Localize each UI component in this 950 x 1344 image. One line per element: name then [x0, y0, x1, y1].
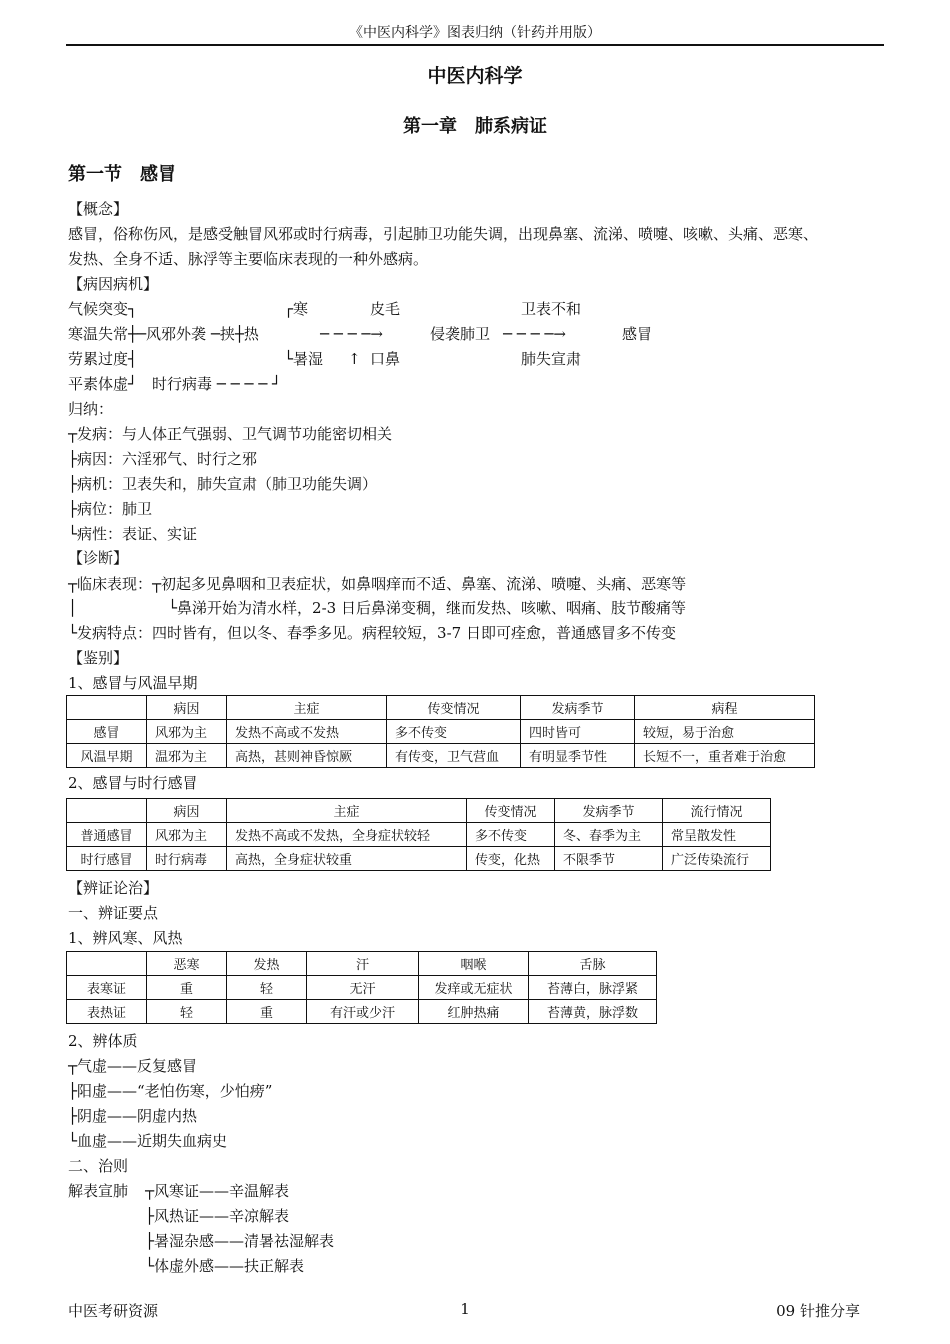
zhize-item: ├风热证——辛凉解表	[145, 1207, 290, 1225]
diagram-node: 侵袭肺卫	[430, 325, 491, 343]
footer-right: 09 针推分享	[776, 1302, 860, 1320]
diagram-node: 口鼻	[370, 350, 401, 368]
tizhi-item: ├阴虚——阴虚内热	[68, 1107, 198, 1125]
table-cell: 病因	[147, 799, 227, 823]
table-putong-shixing	[66, 798, 771, 871]
differential-heading: 【鉴别】	[68, 649, 129, 667]
table-cell: 发痒或无症状	[419, 976, 529, 1000]
table-row	[67, 744, 815, 768]
diagnosis-line: └发病特点：四时皆有，但以冬、春季多见。病程较短，3-7 日即可痊愈，普通感冒多不传变	[68, 624, 676, 642]
diagnosis-heading: 【诊断】	[68, 549, 129, 567]
table-cell: 表热证	[67, 1000, 147, 1024]
table-cell: 风温早期	[67, 744, 147, 768]
table-cell: 主症	[227, 696, 387, 720]
diagram-node: 肺失宣肃	[521, 350, 582, 368]
table-cell: 发热不高或不发热，全身症状较轻	[227, 823, 467, 847]
table-header-row	[67, 952, 657, 976]
table-cell: 有汗或少汗	[307, 1000, 419, 1024]
summary-item: ├病位：肺卫	[68, 500, 153, 518]
tizhi-item: ┬气虚——反复感冒	[68, 1057, 198, 1075]
treatment-heading: 【辨证论治】	[68, 879, 159, 897]
table-cell: 发病季节	[521, 696, 635, 720]
subheading: 2、辨体质	[68, 1032, 138, 1050]
summary-item: ├病机：卫表失和，肺失宣肃（肺卫功能失调）	[68, 475, 378, 493]
up-arrow-icon: ↑	[348, 350, 361, 368]
table-cell: 红肿热痛	[419, 1000, 529, 1024]
table-cell: 流行情况	[663, 799, 771, 823]
table-row	[67, 720, 815, 744]
header-rule	[66, 44, 884, 46]
table-cell: 高热，甚则神昏惊厥	[227, 744, 387, 768]
diagram-node: 卫表不和	[521, 300, 582, 318]
table-cell: 咽喉	[419, 952, 529, 976]
table-cell: 发病季节	[555, 799, 663, 823]
diagram-node: 气候突变┐	[68, 300, 138, 318]
table-cell: 重	[147, 976, 227, 1000]
table-cell: 病程	[635, 696, 815, 720]
table-cell: 传变，化热	[467, 847, 555, 871]
table-cell: 轻	[147, 1000, 227, 1024]
table-row	[67, 976, 657, 1000]
table-cell: 有明显季节性	[521, 744, 635, 768]
table-cell: 表寒证	[67, 976, 147, 1000]
table-cell: 恶寒	[147, 952, 227, 976]
table-cell: 普通感冒	[67, 823, 147, 847]
tizhi-item: ├阳虚——“老怕伤寒，少怕痨”	[68, 1082, 273, 1100]
table-cell: 感冒	[67, 720, 147, 744]
table-cell: 苔薄黄，脉浮数	[529, 1000, 657, 1024]
table-cell: 主症	[227, 799, 467, 823]
table-cell: 重	[227, 1000, 307, 1024]
table-cell: 不限季节	[555, 847, 663, 871]
table-cell: 发热	[227, 952, 307, 976]
table-cell: 有传变，卫气营血	[387, 744, 521, 768]
zhize-item: ┬风寒证——辛温解表	[145, 1182, 290, 1200]
table-caption: 1、辨风寒、风热	[68, 929, 183, 947]
table-cell: 时行病毒	[147, 847, 227, 871]
zhize-main: 解表宣肺	[68, 1182, 129, 1200]
table-cell: 无汗	[307, 976, 419, 1000]
subheading: 一、辨证要点	[68, 904, 159, 922]
table-cell: 常呈散发性	[663, 823, 771, 847]
concept-text: 感冒，俗称伤风，是感受触冒风邪或时行病毒，引起肺卫功能失调，出现鼻塞、流涕、喷嚏、咳嗽、头痛、恶寒、	[68, 225, 819, 243]
diagnosis-line: ┬临床表现：┬初起多见鼻咽和卫表症状，如鼻咽痒而不适、鼻塞、流涕、喷嚏、头痛、恶寒等	[68, 575, 687, 593]
table-cell: 多不传变	[467, 823, 555, 847]
table-cell: 风邪为主	[147, 823, 227, 847]
table-caption: 2、感冒与时行感冒	[68, 774, 198, 792]
table-cell	[67, 696, 147, 720]
page-number: 1	[460, 1300, 470, 1318]
table-cell: 风邪为主	[147, 720, 227, 744]
table-row	[67, 847, 771, 871]
table-row	[67, 1000, 657, 1024]
table-caption: 1、感冒与风温早期	[68, 674, 198, 692]
table-fenghan-fengre	[66, 951, 657, 1024]
concept-text: 发热、全身不适、脉浮等主要临床表现的一种外感病。	[68, 250, 429, 268]
summary-item: └病性：表证、实证	[68, 525, 198, 543]
diagram-node: 劳累过度┤	[68, 350, 138, 368]
table-cell: 多不传变	[387, 720, 521, 744]
diagnosis-line: │	[68, 599, 78, 617]
section-title: 第一节 感冒	[68, 164, 176, 185]
table-cell: 广泛传染流行	[663, 847, 771, 871]
table-cell: 轻	[227, 976, 307, 1000]
table-cell	[67, 799, 147, 823]
chapter-title: 第一章 肺系病证	[403, 116, 547, 137]
diagram-arrow: ─ ─ ─ ─→	[320, 325, 383, 343]
tizhi-item: └血虚——近期失血病史	[68, 1132, 228, 1150]
summary-item: ┬发病：与人体正气强弱、卫气调节功能密切相关	[68, 425, 393, 443]
summary-label: 归纳：	[68, 400, 114, 418]
table-header-row	[67, 799, 771, 823]
running-header: 《中医内科学》图表归纳（针药并用版）	[349, 25, 601, 41]
table-cell	[67, 952, 147, 976]
table-cell: 时行感冒	[67, 847, 147, 871]
table-cell: 传变情况	[467, 799, 555, 823]
summary-item: ├病因：六淫邪气、时行之邪	[68, 450, 258, 468]
table-cell: 舌脉	[529, 952, 657, 976]
etiology-heading: 【病因病机】	[68, 275, 159, 293]
table-cell: 苔薄白，脉浮紧	[529, 976, 657, 1000]
table-cell: 高热，全身症状较重	[227, 847, 467, 871]
diagram-node: 感冒	[622, 325, 653, 343]
table-cell: 发热不高或不发热	[227, 720, 387, 744]
footer-left: 中医考研资源	[68, 1302, 159, 1320]
diagram-node: 皮毛	[370, 300, 401, 318]
book-title: 中医内科学	[427, 65, 523, 87]
concept-heading: 【概念】	[68, 200, 129, 218]
diagnosis-line: └鼻涕开始为清水样，2-3 日后鼻涕变稠，继而发热、咳嗽、咽痛、肢节酸痛等	[168, 599, 686, 617]
diagram-node: 寒温失常┼─风邪外袭 ─挟┼热	[68, 325, 259, 343]
table-cell: 温邪为主	[147, 744, 227, 768]
diagram-node: ┌寒	[284, 300, 309, 318]
table-cell: 汗	[307, 952, 419, 976]
table-cell: 传变情况	[387, 696, 521, 720]
diagram-arrow: ─ ─ ─ ─→	[503, 325, 566, 343]
zhize-item: ├暑湿杂感——清暑祛湿解表	[145, 1232, 335, 1250]
zhize-item: └体虚外感——扶正解表	[145, 1257, 305, 1275]
table-row	[67, 823, 771, 847]
table-cell: 四时皆可	[521, 720, 635, 744]
table-header-row	[67, 696, 815, 720]
diagram-node: └暑湿	[284, 350, 324, 368]
table-cell: 长短不一，重者难于治愈	[635, 744, 815, 768]
table-ganmao-fengwen	[66, 695, 815, 768]
subheading: 二、治则	[68, 1157, 129, 1175]
table-cell: 冬、春季为主	[555, 823, 663, 847]
table-cell: 较短，易于治愈	[635, 720, 815, 744]
diagram-node: 平素体虚┘ 时行病毒 ─ ─ ─ ─ ┘	[68, 375, 282, 393]
table-cell: 病因	[147, 696, 227, 720]
